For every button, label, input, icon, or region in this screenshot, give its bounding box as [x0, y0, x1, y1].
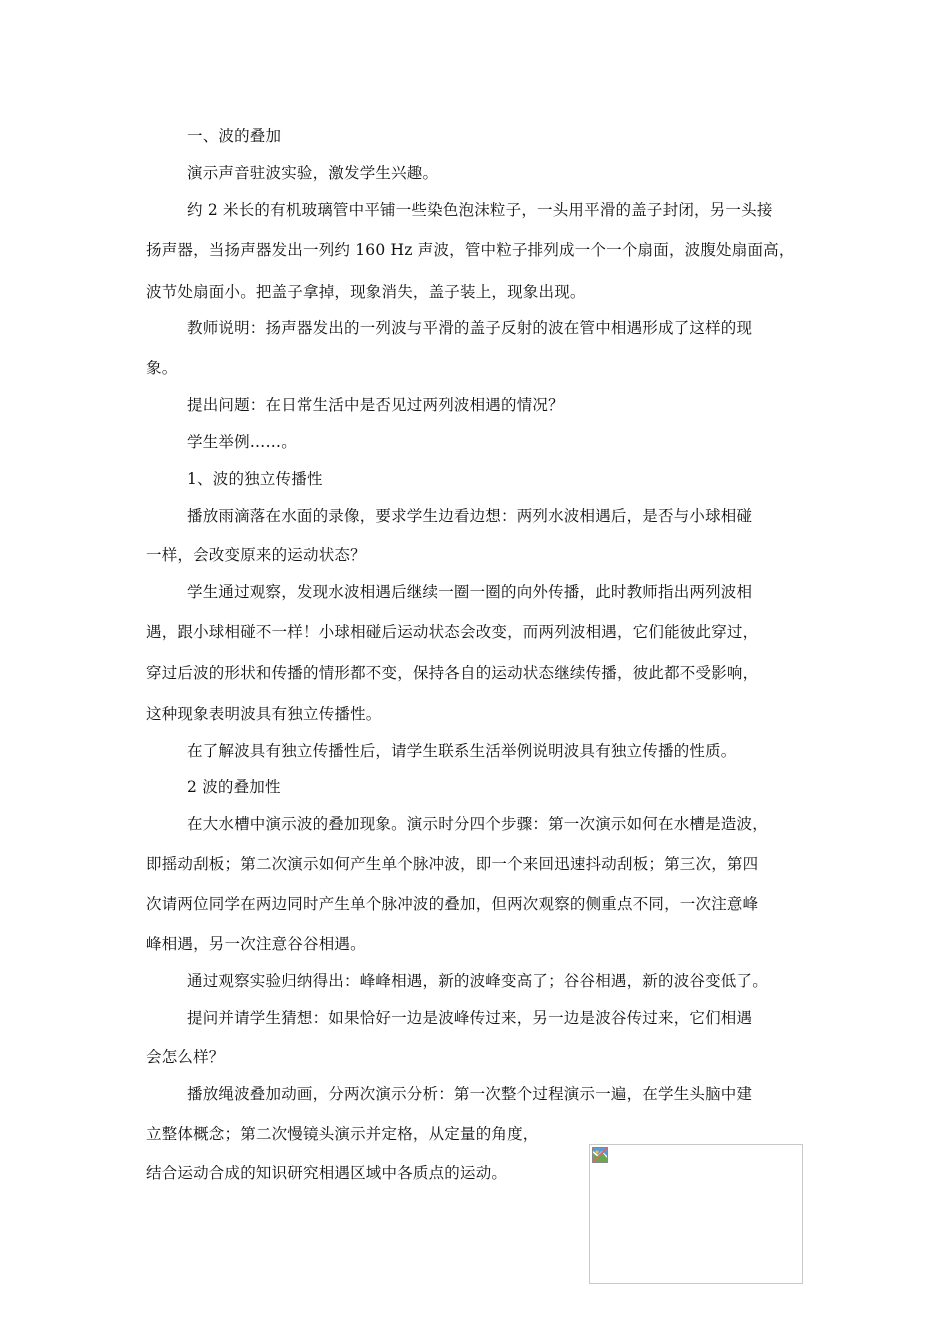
text-line: 播放绳波叠加动画，分两次演示分析：第一次整个过程演示一遍，在学生头脑中建 [187, 1085, 753, 1103]
text-line: 在大水槽中演示波的叠加现象。演示时分四个步骤：第一次演示如何在水槽是造波， [187, 815, 768, 833]
text-line: 演示声音驻波实验，激发学生兴趣。 [187, 164, 439, 182]
text-line: 立整体概念；第二次慢镜头演示并定格，从定量的角度， [146, 1125, 539, 1143]
text-line: 教师说明：扬声器发出的一列波与平滑的盖子反射的波在管中相遇形成了这样的现 [187, 319, 753, 337]
text-line: 会怎么样？ [146, 1048, 225, 1066]
text-line: 结合运动合成的知识研究相遇区域中各质点的运动。 [146, 1164, 508, 1182]
text-line: 约 2 米长的有机玻璃管中平铺一些染色泡沫粒子，一头用平滑的盖子封闭，另一头接 [187, 201, 773, 219]
broken-image-icon [592, 1147, 608, 1163]
text-line: 通过观察实验归纳得出：峰峰相遇，新的波峰变高了；谷谷相遇，新的波谷变低了。 [187, 972, 768, 990]
text-line: 这种现象表明波具有独立传播性。 [146, 705, 382, 723]
text-line: 波节处扇面小。把盖子拿掉，现象消失，盖子装上，现象出现。 [146, 283, 586, 301]
text-line: 播放雨滴落在水面的录像，要求学生边看边想：两列水波相遇后，是否与小球相碰 [187, 507, 753, 525]
text-line: 穿过后波的形状和传播的情形都不变，保持各自的运动状态继续传播，彼此都不受影响， [146, 664, 759, 682]
text-line: 提出问题：在日常生活中是否见过两列波相遇的情况？ [187, 396, 564, 414]
text-line: 学生通过观察，发现水波相遇后继续一圈一圈的向外传播，此时教师指出两列波相 [187, 583, 753, 601]
text-line: 即摇动刮板；第二次演示如何产生单个脉冲波，即一个来回迅速抖动刮板；第三次，第四 [146, 855, 759, 873]
text-line: 2 波的叠加性 [187, 778, 281, 796]
text-line: 峰相遇，另一次注意谷谷相遇。 [146, 935, 366, 953]
image-placeholder [589, 1144, 803, 1284]
text-line: 在了解波具有独立传播性后，请学生联系生活举例说明波具有独立传播的性质。 [187, 742, 737, 760]
text-line: 1、波的独立传播性 [187, 470, 323, 488]
text-line: 次请两位同学在两边同时产生单个脉冲波的叠加，但两次观察的侧重点不同，一次注意峰 [146, 895, 759, 913]
text-line: 象。 [146, 359, 178, 377]
text-line: 遇，跟小球相碰不一样！小球相碰后运动状态会改变，而两列波相遇，它们能彼此穿过， [146, 623, 759, 641]
text-line: 一、波的叠加 [187, 127, 282, 145]
text-line: 学生举例……。 [187, 433, 297, 451]
text-line: 一样，会改变原来的运动状态？ [146, 546, 366, 564]
text-line: 提问并请学生猜想：如果恰好一边是波峰传过来，另一边是波谷传过来，它们相遇 [187, 1009, 753, 1027]
text-line: 扬声器，当扬声器发出一列约 160 Hz 声波，管中粒子排列成一个一个扇面，波腹处扇面高， [146, 241, 795, 259]
